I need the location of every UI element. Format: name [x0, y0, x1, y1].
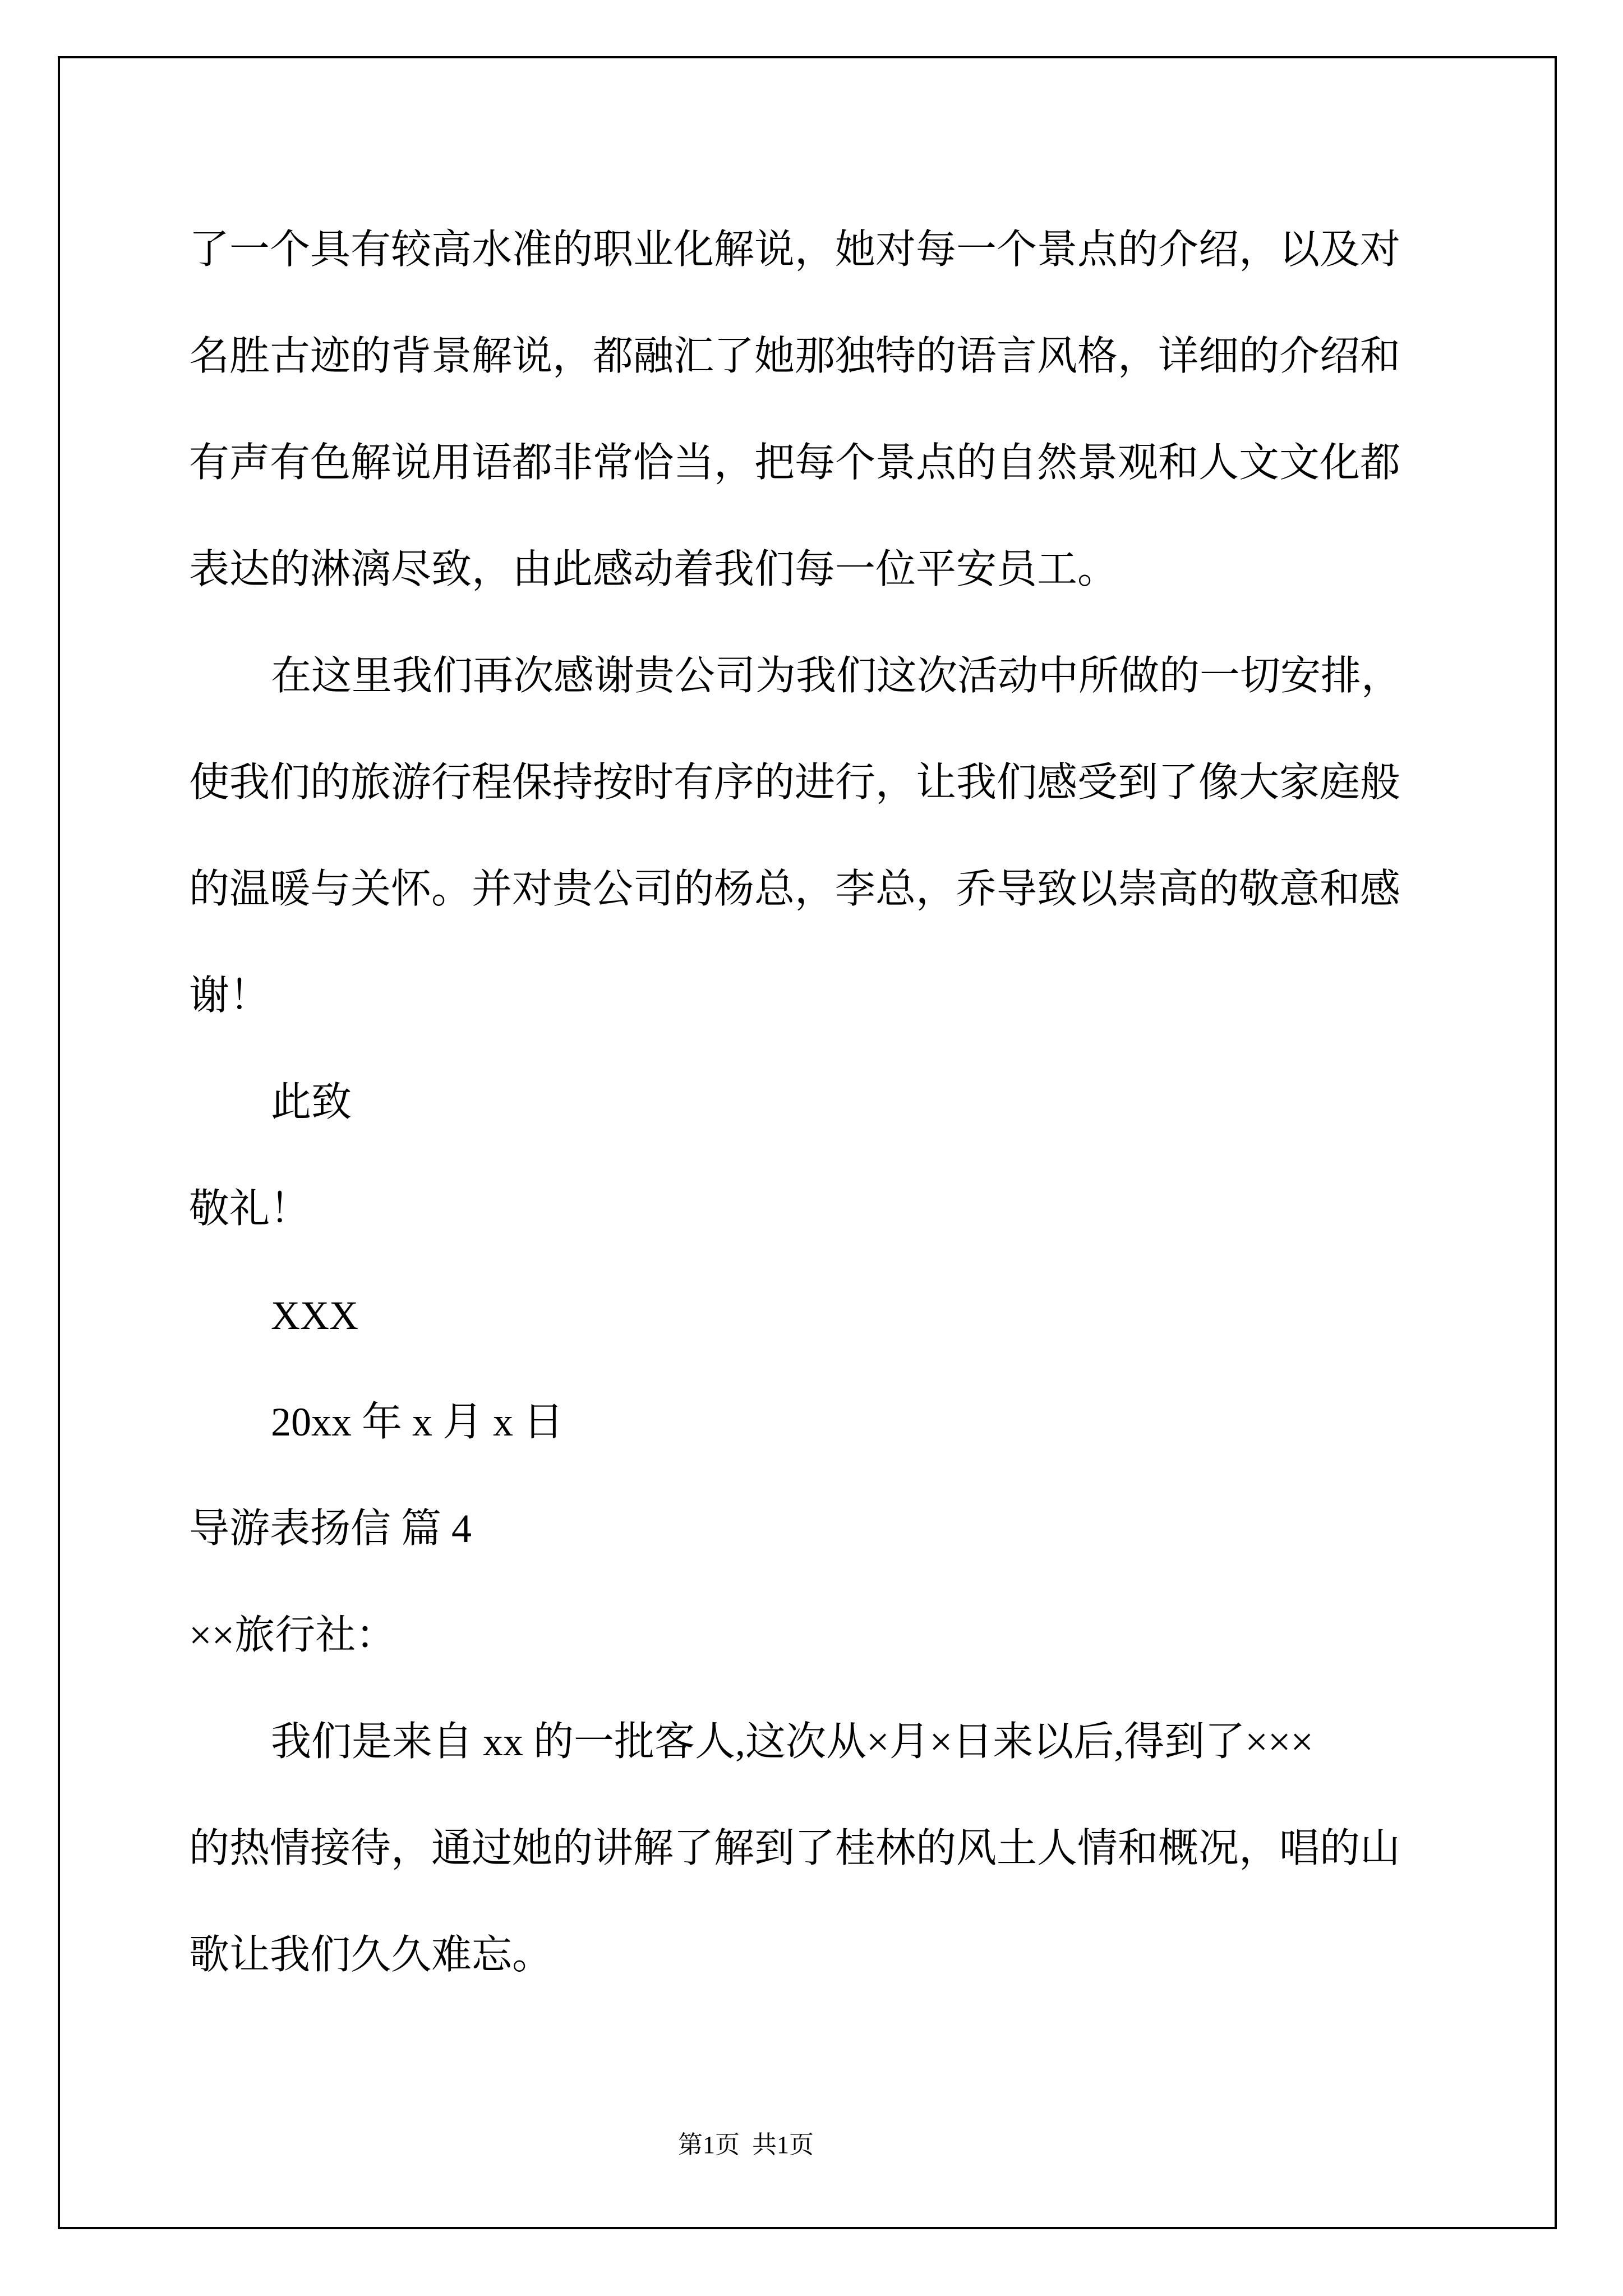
text-line-14: ××旅行社：	[189, 1613, 396, 1658]
text-line-6: 使我们的旅游行程保持按时有序的进行，让我们感受到了像大家庭般	[189, 760, 1401, 805]
text-line-15: 我们是来自 xx 的一批客人,这次从×月×日来以后,得到了×××	[271, 1719, 1314, 1764]
text-line-4: 表达的淋漓尽致，由此感动着我们每一位平安员工。	[189, 547, 1118, 592]
document-body	[189, 196, 1490, 2008]
text-line-9: 此致	[271, 1080, 352, 1125]
text-line-8: 谢！	[189, 973, 270, 1018]
text-line-5: 在这里我们再次感谢贵公司为我们这次活动中所做的一切安排，	[271, 654, 1402, 698]
text-line-12: 20xx 年 x 月 x 日	[271, 1400, 564, 1444]
text-line-1: 了一个具有较高水准的职业化解说，她对每一个景点的介绍，以及对	[189, 227, 1401, 272]
text-line-7: 的温暖与关怀。并对贵公司的杨总，李总，乔导致以崇高的敬意和感	[189, 867, 1401, 912]
text-line-11: XXX	[271, 1293, 358, 1338]
text-line-2: 名胜古迹的背景解说，都融汇了她那独特的语言风格，详细的介绍和	[189, 334, 1401, 379]
text-line-16: 的热情接待，通过她的讲解了解到了桂林的风土人情和概况，唱的山	[189, 1826, 1401, 1871]
text-line-13: 导游表扬信 篇 4	[189, 1506, 472, 1551]
page-footer: 第1页 共1页	[678, 2131, 814, 2159]
text-line-10: 敬礼！	[189, 1186, 311, 1231]
text-line-3: 有声有色解说用语都非常恰当，把每个景点的自然景观和人文文化都	[189, 440, 1401, 485]
text-line-17: 歌让我们久久难忘。	[189, 1932, 553, 1977]
